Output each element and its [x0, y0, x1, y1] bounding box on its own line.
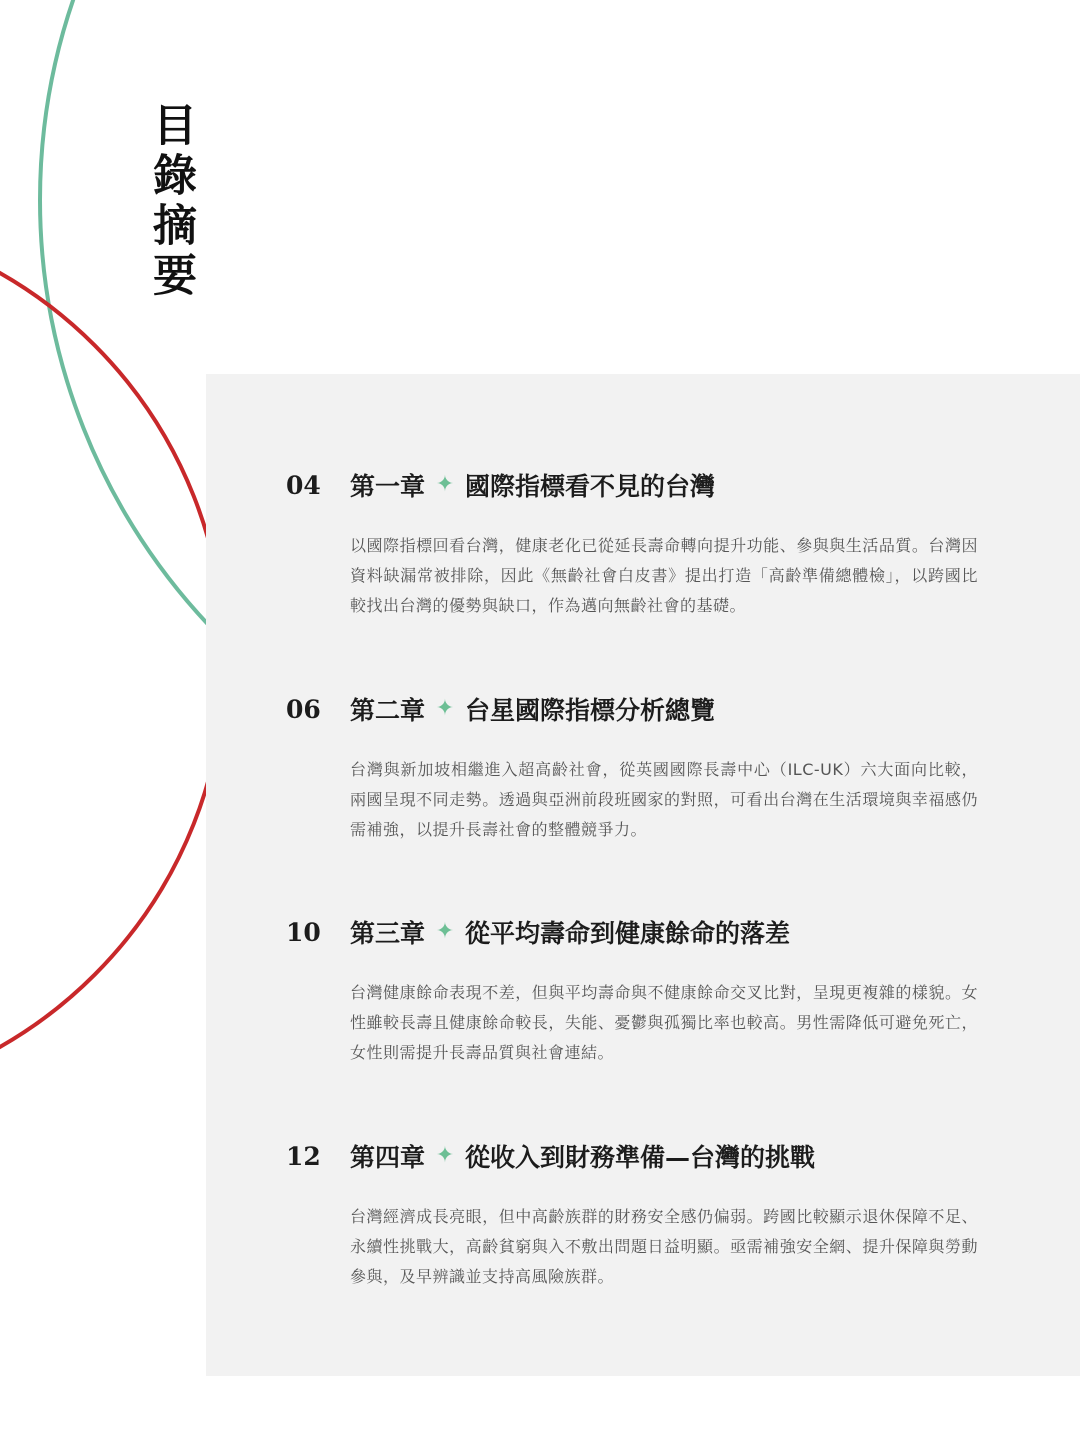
chapter-page-number: 06	[286, 694, 321, 724]
chapter-title: 從平均壽命到健康餘命的落差	[465, 919, 791, 948]
chapter-page-number: 04	[286, 470, 321, 500]
chapter-heading	[286, 1136, 986, 1176]
chapter-summary: 以國際指標回看台灣，健康老化已從延長壽命轉向提升功能、參與與生活品質。台灣因資料缺漏常被排除，因此《無齡社會白皮書》提出打造「高齡準備總體檢」，以跨國比較找出台灣的優勢與缺口，作為邁向無齡社會的基礎。	[350, 536, 978, 615]
chapter-summary: 台灣經濟成長亮眼，但中高齡族群的財務安全感仍偏弱。跨國比較顯示退休保障不足、永續性挑戰大，高齡貧窮與入不敷出問題日益明顯。亟需補強安全網、提升保障與勞動參與，及早辨識並支持高風險族群。	[350, 1207, 978, 1286]
chapter-number: 第四章	[350, 1143, 426, 1172]
chapter-3	[286, 912, 986, 1068]
chapter-summary: 台灣健康餘命表現不差，但與平均壽命與不健康餘命交叉比對，呈現更複雜的樣貌。女性雖較長壽且健康餘命較長，失能、憂鬱與孤獨比率也較高。男性需降低可避免死亡，女性則需提升長壽品質與社會連結。	[350, 983, 978, 1062]
chapter-4	[286, 1136, 986, 1292]
chapter-1	[286, 465, 986, 621]
chapter-2	[286, 689, 986, 845]
chapter-heading	[286, 465, 986, 505]
chapter-number: 第二章	[350, 696, 426, 725]
sparkle-icon: ✦	[435, 1143, 455, 1168]
chapter-summary: 台灣與新加坡相繼進入超高齡社會，從英國國際長壽中心（ILC-UK）六大面向比較，兩國呈現不同走勢。透過與亞洲前段班國家的對照，可看出台灣在生活環境與幸福感仍需補強，以提升長壽社會的整體競爭力。	[350, 760, 978, 839]
page-title: 目錄摘要	[145, 102, 196, 302]
sparkle-icon: ✦	[435, 919, 455, 944]
sparkle-icon: ✦	[435, 696, 455, 721]
chapter-title: 國際指標看不見的台灣	[465, 472, 716, 501]
chapter-heading	[286, 689, 986, 729]
red-arc	[0, 215, 225, 1105]
chapter-number: 第三章	[350, 919, 426, 948]
chapter-page-number: 12	[286, 1141, 321, 1171]
chapter-title: 台星國際指標分析總覽	[465, 696, 716, 725]
chapter-number: 第一章	[350, 472, 426, 501]
chapter-title: 從收入到財務準備—台灣的挑戰	[465, 1143, 816, 1172]
sparkle-icon: ✦	[435, 472, 455, 497]
chapter-heading	[286, 912, 986, 952]
chapter-page-number: 10	[286, 917, 321, 947]
